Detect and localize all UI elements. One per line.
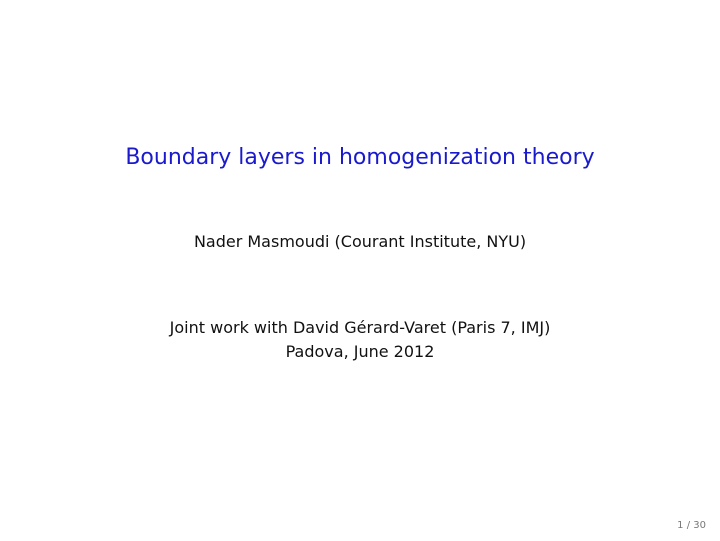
author-line: Nader Masmoudi (Courant Institute, NYU) <box>193 232 527 251</box>
page-number: 1 / 30 <box>677 520 706 531</box>
coauthor-line: Joint work with David Gérard-Varet (Paris 7, IMJ) <box>169 318 551 337</box>
venue-line: Padova, June 2012 <box>285 342 435 361</box>
slide-title: Boundary layers in homogenization theory <box>125 145 595 170</box>
